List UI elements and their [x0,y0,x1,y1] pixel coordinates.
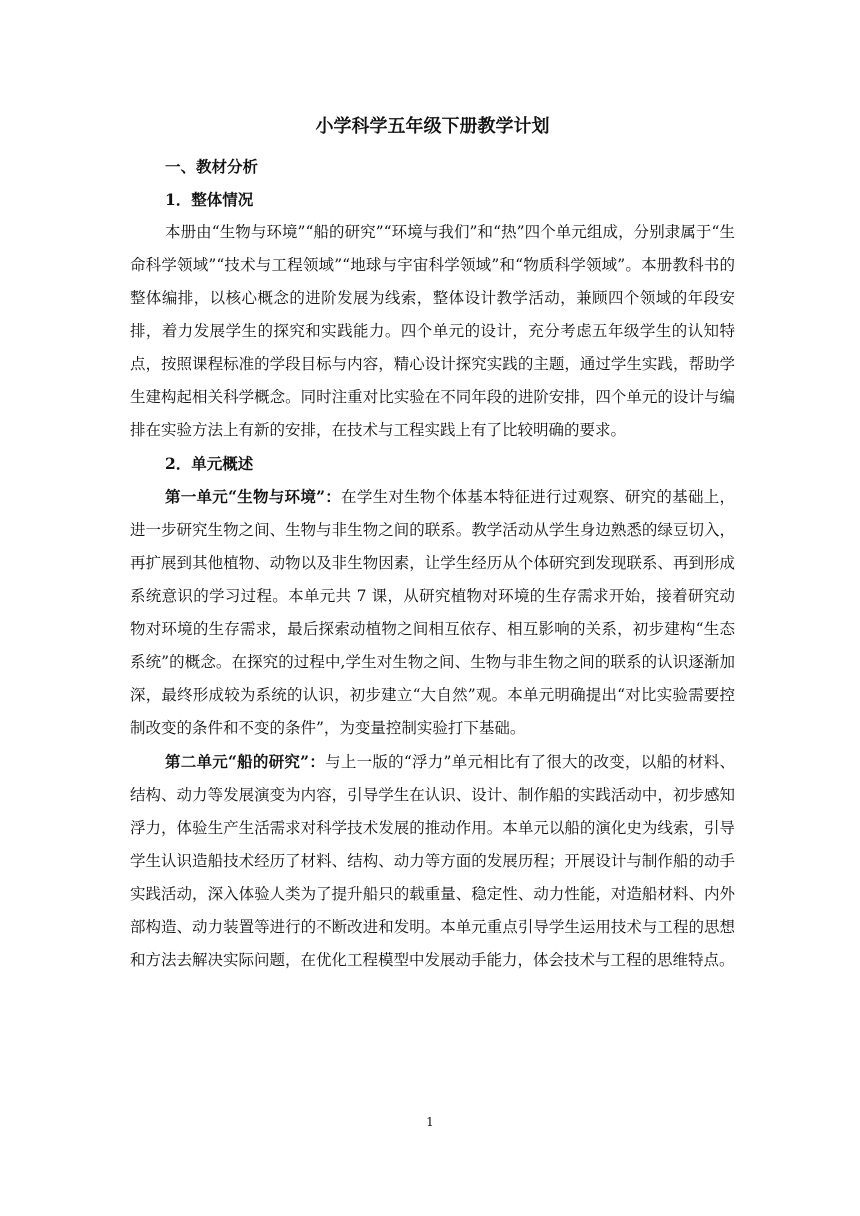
document-title: 小学科学五年级下册教学计划 [315,116,550,137]
paragraph-unit1 [130,480,735,745]
paragraph-unit2 [130,745,735,977]
subsection-heading-unit-overview: 2．单元概述 [165,454,254,473]
unit2-text: 与上一版的“浮力”单元相比有了很大的改变，以船的材料、结构、动力等发展演变为内容，引导学生在认识、设计、制作船的实践活动中，初步感知浮力，体验生产生活需求对科学技术发展的推动作用。本单元以船的演化史为线索，引导学生认识造船技术经历了材料、结构、动力等方面的发展历程；开展设计与制作船的动手实践活动，深入体验人类为了提升船只的载重量、稳定性、动力性能，对造船材料、内外部构造、动力装置等进行的不断改进和发明。本单元重点引导学生运用技术与工程的思想和方法去解决实际问题，在优化工程模型中发展动手能力，体会技术与工程的思维特点。 [130,753,735,969]
paragraph-overall: 本册由“生物与环境”“船的研究”“环境与我们”和“热”四个单元组成，分别隶属于“生命科学领域”“技术与工程领域”“地球与宇宙科学领域”和“物质科学领域”。本册教科书的整体编排，以核心概念的进阶发展为线索，整体设计教学活动，兼顾四个领域的年段安排，着力发展学生的探究和实践能力。四个单元的设计，充分考虑五年级学生的认知特点，按照课程标准的学段目标与内容，精心设计探究实践的主题，通过学生实践，帮助学生建构起相关科学概念。同时注重对比实验在不同年段的进阶安排，四个单元的设计与编排在实验方法上有新的安排，在技术与工程实践上有了比较明确的要求。 [130,223,735,439]
page-content [130,112,735,977]
unit1-lead: 第一单元“生物与环境”： [165,487,342,506]
section-heading-textbook-analysis: 一、教材分析 [165,157,259,176]
page-number: 1 [426,1115,434,1129]
unit1-text: 在学生对生物个体基本特征进行过观察、研究的基础上，进一步研究生物之间、生物与非生物之间的联系。教学活动从学生身边熟悉的绿豆切入，再扩展到其他植物、动物以及非生物因素，让学生经历从个体研究到发现联系、再到形成系统意识的学习过程。本单元共 7 课，从研究植物对环境的生存需求开始，接着研究动物对环境的生存需求，最后探索动植物之间相互依存、相互影响的关系，初步建构“生态系统”的概念。在探究的过程中,学生对生物之间、生物与非生物之间的联系的认识逐渐加深，最终形成较为系统的认识，初步建立“大自然”观。本单元明确提出“对比实验需要控制改变的条件和不变的条件”，为变量控制实验打下基础。 [130,488,735,737]
subsection-heading-overall: 1．整体情况 [165,190,254,209]
unit2-lead: 第二单元“船的研究”： [165,752,326,771]
